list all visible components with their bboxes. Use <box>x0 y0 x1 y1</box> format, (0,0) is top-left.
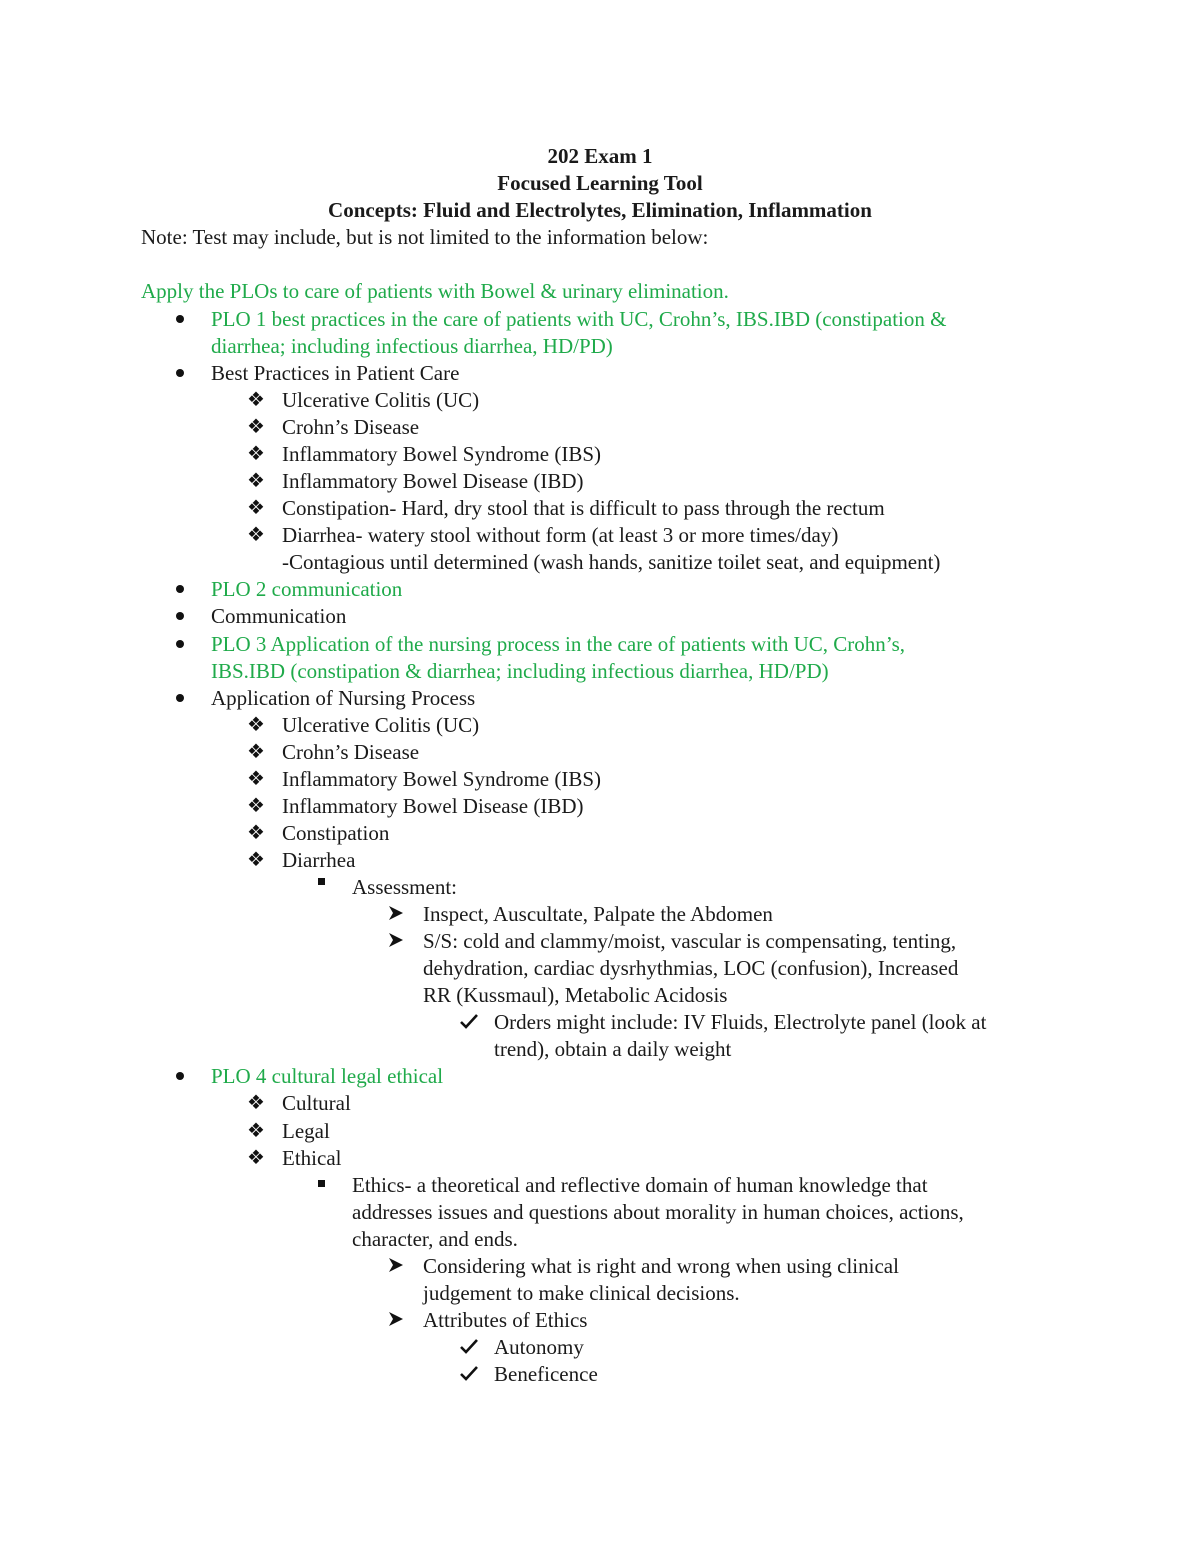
plo3-line2: IBS.IBD (constipation & diarrhea; including infectious diarrhea, HD/PD) <box>211 659 829 683</box>
communication-text: Communication <box>211 604 347 628</box>
diamond-bullet-icon: ❖ <box>247 741 265 763</box>
diamond-bullet-icon: ❖ <box>247 714 265 736</box>
arrow-bullet-icon <box>388 1257 404 1273</box>
attribute-item: Beneficence <box>494 1362 598 1386</box>
check-icon <box>460 1338 478 1354</box>
plo3-line1: PLO 3 Application of the nursing process in the care of patients with UC, Crohn’s, <box>211 632 906 656</box>
bullet-dot <box>176 315 184 323</box>
orders-line: Orders might include: IV Fluids, Electrolyte panel (look at <box>494 1010 987 1034</box>
diamond-bullet-icon: ❖ <box>247 416 265 438</box>
diamond-bullet-icon: ❖ <box>247 768 265 790</box>
list-item: Inflammatory Bowel Disease (IBD) <box>282 794 584 818</box>
bullet-dot <box>176 612 184 620</box>
best-practices-heading: Best Practices in Patient Care <box>211 361 460 385</box>
considering-line: Considering what is right and wrong when using clinical <box>423 1254 899 1278</box>
diamond-bullet-icon: ❖ <box>247 497 265 519</box>
list-item: Constipation- Hard, dry stool that is difficult to pass through the rectum <box>282 496 885 520</box>
bullet-dot <box>176 640 184 648</box>
ethics-def-line: addresses issues and questions about morality in human choices, actions, <box>352 1200 964 1224</box>
diamond-bullet-icon: ❖ <box>247 795 265 817</box>
square-bullet-icon <box>318 1180 325 1187</box>
list-item: Inflammatory Bowel Disease (IBD) <box>282 469 584 493</box>
attribute-item: Autonomy <box>494 1335 584 1359</box>
doc-concepts: Concepts: Fluid and Electrolytes, Elimination, Inflammation <box>328 198 872 222</box>
plo2-text: PLO 2 communication <box>211 577 403 601</box>
arrow-bullet-icon <box>388 932 404 948</box>
assessment-label: Assessment: <box>352 875 457 899</box>
list-item: Constipation <box>282 821 390 845</box>
list-item: Ulcerative Colitis (UC) <box>282 388 480 412</box>
list-item: Legal <box>282 1119 330 1143</box>
arrow-bullet-icon <box>388 1311 404 1327</box>
check-icon <box>460 1365 478 1381</box>
assessment-item: Inspect, Auscultate, Palpate the Abdomen <box>423 902 773 926</box>
diarrhea-note: -Contagious until determined (wash hands, sanitize toilet seat, and equipment) <box>282 550 941 574</box>
ss-line: S/S: cold and clammy/moist, vascular is compensating, tenting, <box>423 929 957 953</box>
list-item: Cultural <box>282 1091 351 1115</box>
list-item: Ulcerative Colitis (UC) <box>282 713 480 737</box>
arrow-bullet-icon <box>388 905 404 921</box>
diamond-bullet-icon: ❖ <box>247 1120 265 1142</box>
ss-line: RR (Kussmaul), Metabolic Acidosis <box>423 983 728 1007</box>
attributes-heading: Attributes of Ethics <box>423 1308 588 1332</box>
bullet-dot <box>176 369 184 377</box>
square-bullet-icon <box>318 878 325 885</box>
diamond-bullet-icon: ❖ <box>247 470 265 492</box>
list-item: Crohn’s Disease <box>282 415 420 439</box>
ethics-def-line: character, and ends. <box>352 1227 518 1251</box>
doc-title: 202 Exam 1 <box>547 144 653 168</box>
diamond-bullet-icon: ❖ <box>247 389 265 411</box>
note-text: Note: Test may include, but is not limited to the information below: <box>141 225 709 249</box>
diamond-bullet-icon: ❖ <box>247 524 265 546</box>
plo4-text: PLO 4 cultural legal ethical <box>211 1064 444 1088</box>
diamond-bullet-icon: ❖ <box>247 822 265 844</box>
bullet-dot <box>176 1072 184 1080</box>
ss-line: dehydration, cardiac dysrhythmias, LOC (confusion), Increased <box>423 956 959 980</box>
bullet-dot <box>176 694 184 702</box>
intro-text: Apply the PLOs to care of patients with Bowel & urinary elimination. <box>141 279 729 303</box>
diamond-bullet-icon: ❖ <box>247 443 265 465</box>
check-icon <box>460 1013 478 1029</box>
doc-subtitle: Focused Learning Tool <box>497 171 703 195</box>
diamond-bullet-icon: ❖ <box>247 1092 265 1114</box>
plo1-line1: PLO 1 best practices in the care of patients with UC, Crohn’s, IBS.IBD (constipation & <box>211 307 947 331</box>
ethics-def-line: Ethics- a theoretical and reflective domain of human knowledge that <box>352 1173 928 1197</box>
orders-line: trend), obtain a daily weight <box>494 1037 732 1061</box>
list-item: Crohn’s Disease <box>282 740 420 764</box>
list-item: Inflammatory Bowel Syndrome (IBS) <box>282 767 602 791</box>
list-item: Diarrhea- watery stool without form (at least 3 or more times/day) <box>282 523 839 547</box>
diamond-bullet-icon: ❖ <box>247 1147 265 1169</box>
considering-line: judgement to make clinical decisions. <box>423 1281 740 1305</box>
list-item: Inflammatory Bowel Syndrome (IBS) <box>282 442 602 466</box>
diamond-bullet-icon: ❖ <box>247 849 265 871</box>
list-item: Ethical <box>282 1146 342 1170</box>
bullet-dot <box>176 585 184 593</box>
nursing-process-heading: Application of Nursing Process <box>211 686 476 710</box>
plo1-line2: diarrhea; including infectious diarrhea, HD/PD) <box>211 334 613 358</box>
list-item: Diarrhea <box>282 848 356 872</box>
